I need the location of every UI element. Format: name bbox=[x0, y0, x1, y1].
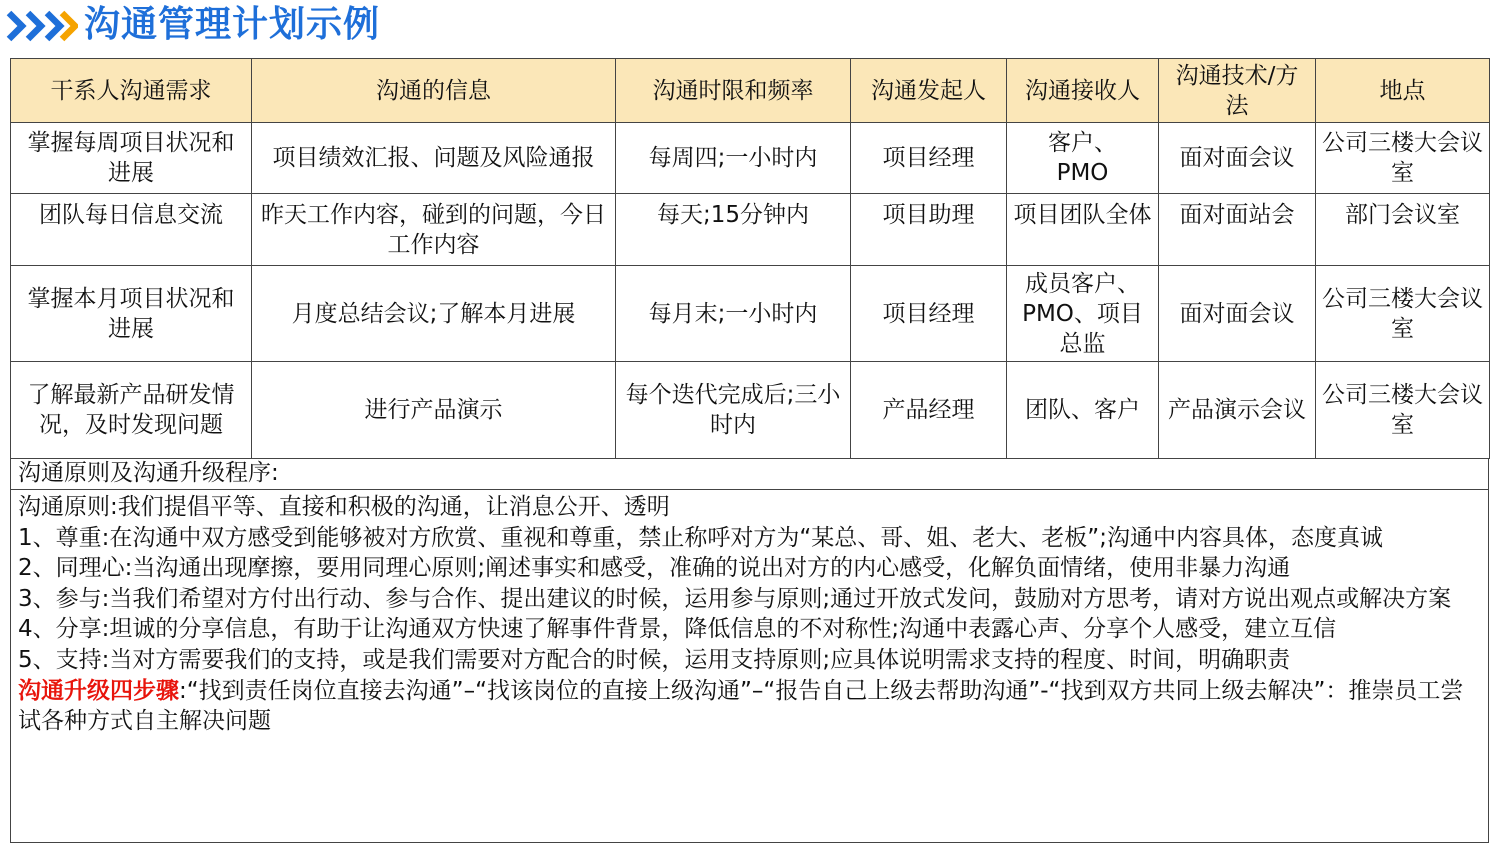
table-cell: 每周四;一小时内 bbox=[616, 123, 851, 194]
table-cell: 进行产品演示 bbox=[252, 362, 616, 459]
table-cell: 面对面站会 bbox=[1159, 194, 1316, 266]
principle-line: 沟通原则:我们提倡平等、直接和积极的沟通，让消息公开、透明 bbox=[18, 494, 670, 520]
table-cell: 掌握本月项目状况和进展 bbox=[11, 266, 252, 362]
table-row bbox=[11, 194, 1490, 266]
principles-body bbox=[11, 490, 1488, 737]
table-cell: 团队、客户 bbox=[1007, 362, 1159, 459]
table-row bbox=[11, 362, 1490, 459]
table-cell: 团队每日信息交流 bbox=[11, 194, 252, 266]
table-cell: 公司三楼大会议室 bbox=[1316, 362, 1490, 459]
table-cell: 月度总结会议;了解本月进展 bbox=[252, 266, 616, 362]
table-row bbox=[11, 123, 1490, 194]
communication-principles-panel bbox=[10, 458, 1489, 843]
column-header: 沟通发起人 bbox=[851, 59, 1007, 123]
column-header: 沟通接收人 bbox=[1007, 59, 1159, 123]
table-header-row bbox=[11, 59, 1490, 123]
table-cell: 成员客户、PMO、项目总监 bbox=[1007, 266, 1159, 362]
table-cell: 产品经理 bbox=[851, 362, 1007, 459]
double-chevron-icon bbox=[6, 9, 78, 43]
column-header: 沟通的信息 bbox=[252, 59, 616, 123]
table-cell: 公司三楼大会议室 bbox=[1316, 123, 1490, 194]
table-row bbox=[11, 266, 1490, 362]
principle-line: 1、尊重:在沟通中双方感受到能够被对方欣赏、重视和尊重，禁止称呼对方为“某总、哥、姐、老大、老板”;沟通中内容具体，态度真诚 bbox=[18, 524, 1383, 551]
principles-heading: 沟通原则及沟通升级程序: bbox=[11, 458, 1488, 490]
table-cell: 面对面会议 bbox=[1159, 266, 1316, 362]
escalation-label: 沟通升级四步骤 bbox=[18, 677, 179, 704]
table-cell: 项目绩效汇报、问题及风险通报 bbox=[252, 123, 616, 194]
table-cell: 每个迭代完成后;三小时内 bbox=[616, 362, 851, 459]
principle-line: 5、支持:当对方需要我们的支持，或是我们需要对方配合的时候，运用支持原则;应具体说明需求支持的程度、时间，明确职责 bbox=[18, 646, 1291, 673]
table-cell: 每月末;一小时内 bbox=[616, 266, 851, 362]
table-cell: 每天;15分钟内 bbox=[616, 194, 851, 266]
table-cell: 产品演示会议 bbox=[1159, 362, 1316, 459]
slide-header bbox=[0, 0, 1495, 52]
column-header: 干系人沟通需求 bbox=[11, 59, 252, 123]
table-cell: 项目助理 bbox=[851, 194, 1007, 266]
table-cell: 了解最新产品研发情况，及时发现问题 bbox=[11, 362, 252, 459]
column-header: 地点 bbox=[1316, 59, 1490, 123]
table-cell: 项目团队全体 bbox=[1007, 194, 1159, 266]
escalation-text: :“找到责任岗位直接去沟通”–“找该岗位的直接上级沟通”–“报告自己上级去帮助沟通”-“找到双方共同上级去解决”：推崇员工尝试各种方式自主解决问题 bbox=[18, 677, 1464, 735]
table-cell: 项目经理 bbox=[851, 266, 1007, 362]
table-cell: 客户、PMO bbox=[1007, 123, 1159, 194]
table-cell: 面对面会议 bbox=[1159, 123, 1316, 194]
communication-plan-table bbox=[10, 58, 1490, 459]
principle-line: 4、分享:坦诚的分享信息，有助于让沟通双方快速了解事件背景，降低信息的不对称性;沟通中表露心声、分享个人感受，建立互信 bbox=[18, 616, 1337, 643]
table-cell: 掌握每周项目状况和进展 bbox=[11, 123, 252, 194]
table-cell: 部门会议室 bbox=[1316, 194, 1490, 266]
column-header: 沟通技术/方法 bbox=[1159, 59, 1316, 123]
escalation-line bbox=[18, 676, 1480, 737]
table-cell: 昨天工作内容，碰到的问题，今日工作内容 bbox=[252, 194, 616, 266]
principle-line: 2、同理心:当沟通出现摩擦，要用同理心原则;阐述事实和感受，准确的说出对方的内心感受，化解负面情绪，使用非暴力沟通 bbox=[18, 555, 1291, 582]
column-header: 沟通时限和频率 bbox=[616, 59, 851, 123]
page-title: 沟通管理计划示例 bbox=[84, 4, 381, 45]
principle-line: 3、参与:当我们希望对方付出行动、参与合作、提出建议的时候，运用参与原则;通过开放式发问，鼓励对方思考，请对方说出观点或解决方案 bbox=[18, 585, 1452, 612]
table-cell: 公司三楼大会议室 bbox=[1316, 266, 1490, 362]
table-cell: 项目经理 bbox=[851, 123, 1007, 194]
